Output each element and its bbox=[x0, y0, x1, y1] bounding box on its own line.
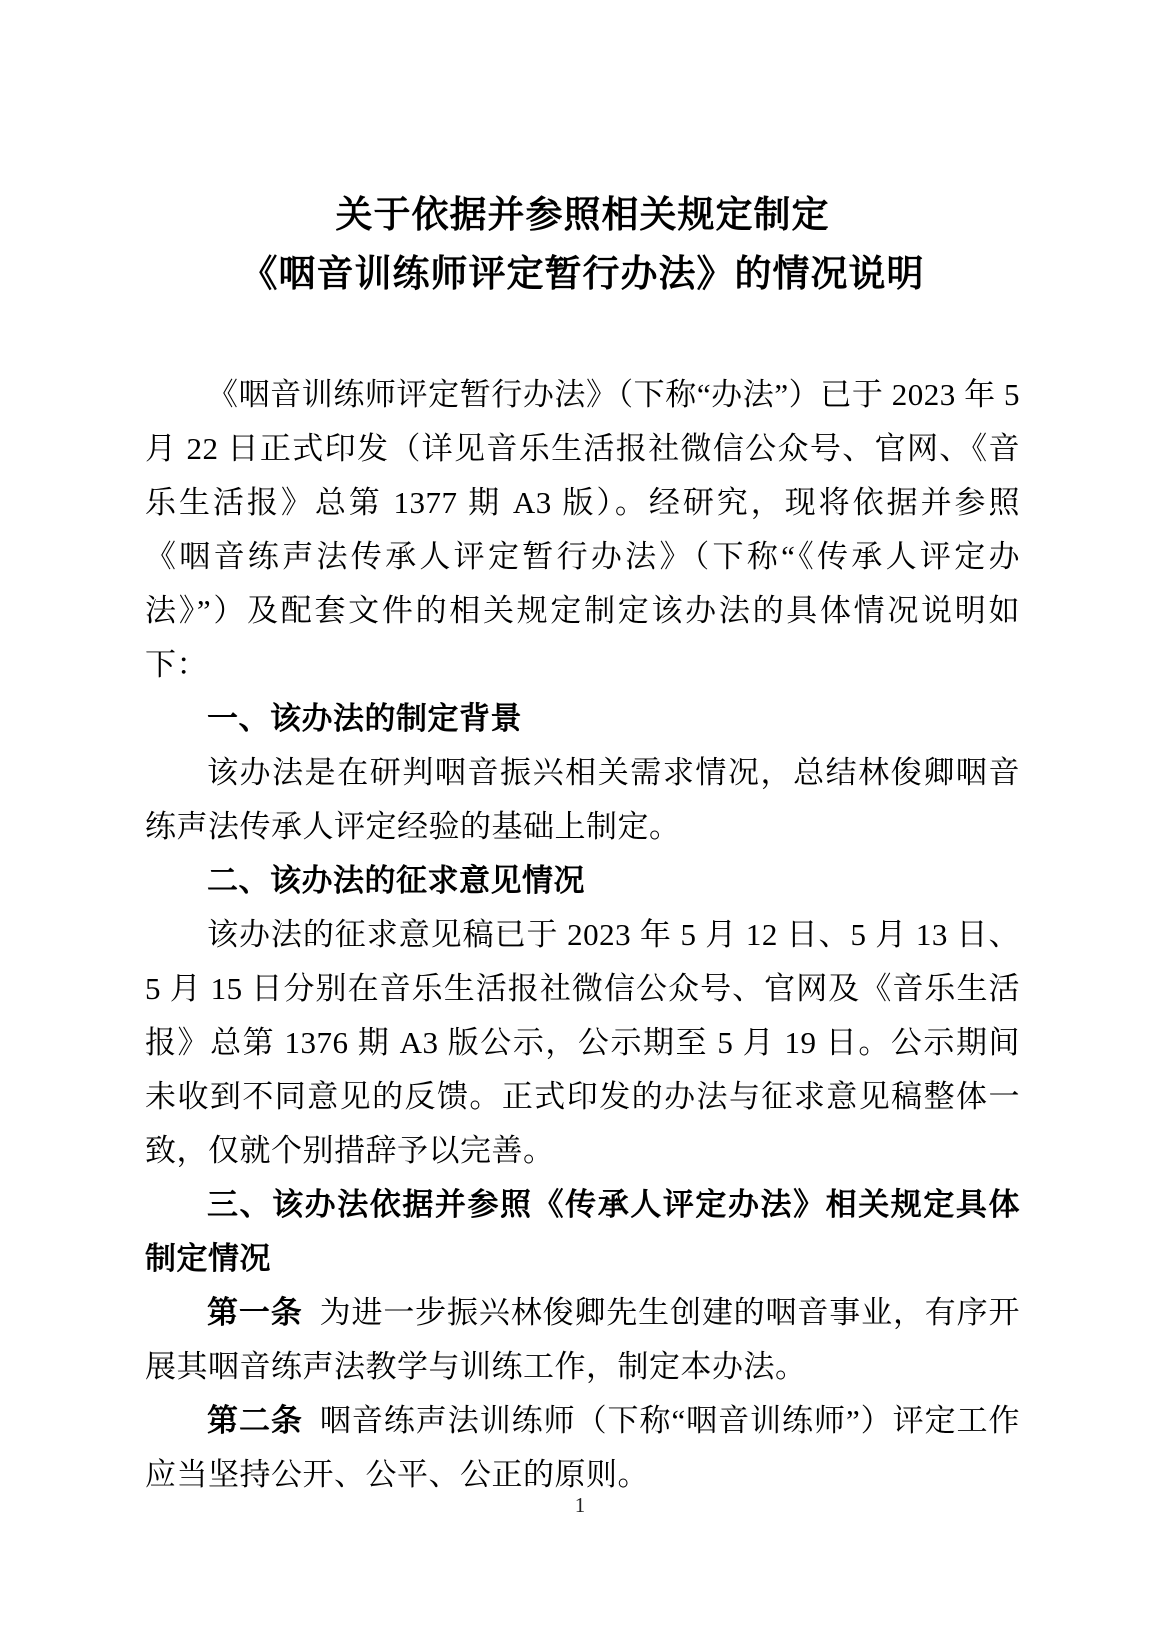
section-heading-1: 一、该办法的制定背景 bbox=[207, 701, 522, 736]
title-line-1: 关于依据并参照相关规定制定 bbox=[335, 195, 830, 236]
document-title bbox=[145, 186, 1020, 304]
document-content bbox=[145, 0, 1020, 1502]
section-heading-3: 三、该办法依据并参照《传承人评定办法》相关规定具体制定情况 bbox=[145, 1187, 1020, 1276]
article-2-label: 第二条 bbox=[207, 1403, 303, 1438]
article-1-text: 为进一步振兴林俊卿先生创建的咽音事业，有序开展其咽音练声法教学与训练工作，制定本办法。 bbox=[145, 1295, 1021, 1384]
section-2-paragraph: 该办法的征求意见稿已于 2023 年 5 月 12 日、5 月 13 日、5 月 15 日分别在音乐生活报社微信公众号、官网及《音乐生活报》总第 1376 期 A3 版公示，公示期至 5 月 19 日。公示期间未收到不同意见的反馈。正式印发的办法与征求意见稿整体一致，仅就个别措辞予以完善。 bbox=[145, 917, 1020, 1168]
article-2-paragraph bbox=[145, 1394, 1020, 1502]
paragraph-intro: 《咽音训练师评定暂行办法》（下称“办法”）已于 2023 年 5 月 22 日正式印发（详见音乐生活报社微信公众号、官网、《音乐生活报》总第 1377 期 A3 版）。经研究，现将依据并参照《咽音练声法传承人评定暂行办法》（下称“《传承人评定办法》”）及配套文件的相关规定制定该办法的具体情况说明如下： bbox=[145, 377, 1020, 682]
title-line-2: 《咽音训练师评定暂行办法》的情况说明 bbox=[240, 254, 925, 295]
section-heading-2: 二、该办法的征求意见情况 bbox=[207, 863, 585, 898]
article-1-label: 第一条 bbox=[207, 1295, 303, 1330]
article-2-text: 咽音练声法训练师（下称“咽音训练师”）评定工作应当坚持公开、公平、公正的原则。 bbox=[145, 1403, 1020, 1492]
page-number: 1 bbox=[574, 1493, 586, 1517]
section-1-paragraph: 该办法是在研判咽音振兴相关需求情况，总结林俊卿咽音练声法传承人评定经验的基础上制定。 bbox=[145, 755, 1020, 844]
article-1-paragraph bbox=[145, 1286, 1020, 1394]
